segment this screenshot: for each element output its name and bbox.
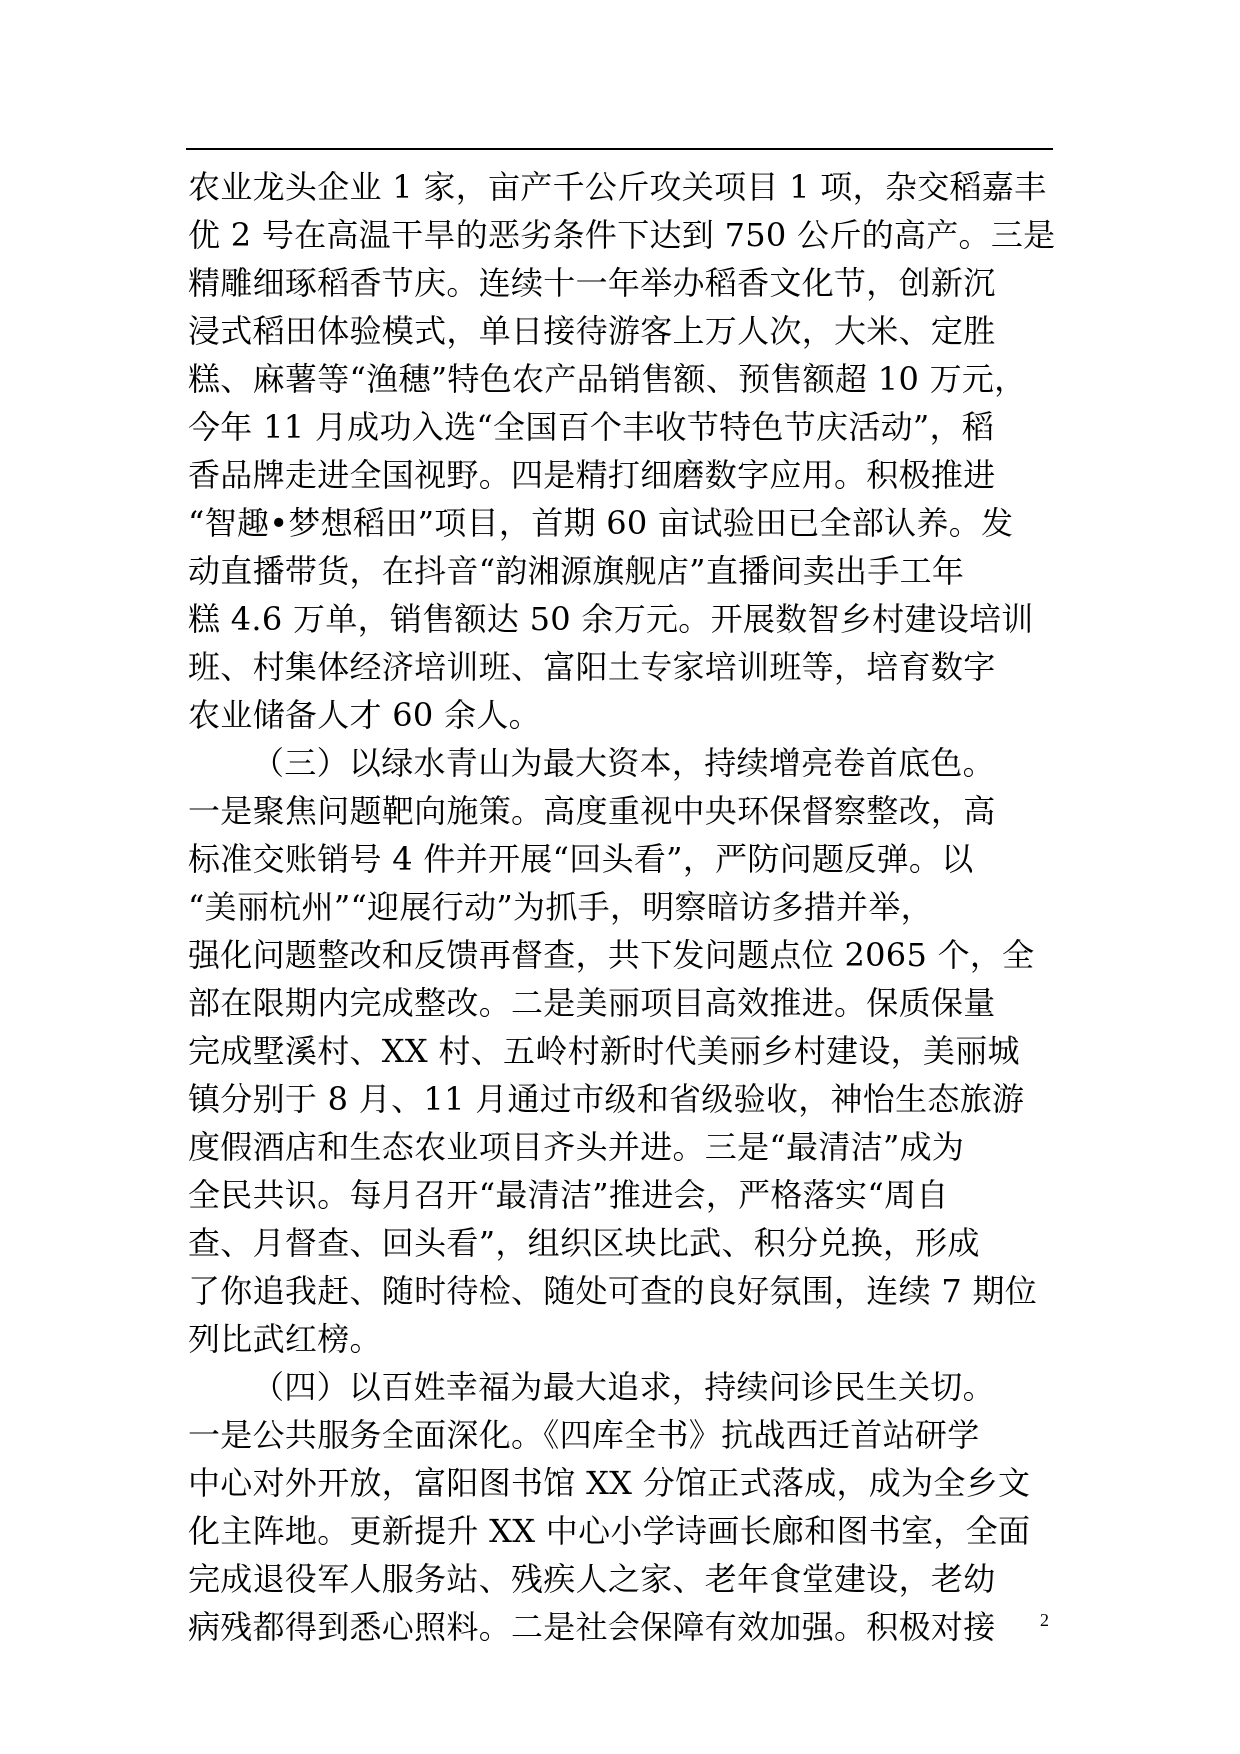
text-line: 完成退役军人服务站、残疾人之家、老年食堂建设，老幼 (188, 1560, 996, 1598)
text-line: “智趣•梦想稻田”项目，首期 60 亩试验田已全部认养。发 (188, 504, 1014, 542)
page-number: 2 (1040, 1610, 1049, 1630)
text-line: 列比武红榜。 (188, 1320, 382, 1358)
text-line: “美丽杭州”“迎展行动”为抓手，明察暗访多措并举， (188, 888, 933, 926)
text-line: 全民共识。每月召开“最清洁”推进会，严格落实“周自 (188, 1176, 949, 1214)
page-body (188, 163, 1064, 1651)
text-line: 标准交账销号 4 件并开展“回头看”，严防问题反弹。以 (188, 840, 974, 878)
text-line: （三）以绿水青山为最大资本，持续增亮卷首底色。 (252, 744, 995, 782)
text-line: 中心对外开放，富阳图书馆 XX 分馆正式落成，成为全乡文 (188, 1464, 1031, 1502)
text-line: 度假酒店和生态农业项目齐头并进。三是“最清洁”成为 (188, 1128, 965, 1166)
text-line: 香品牌走进全国视野。四是精打细磨数字应用。积极推进 (188, 456, 996, 494)
text-line: 农业龙头企业 1 家，亩产千公斤攻关项目 1 项，杂交稻嘉丰 (188, 168, 1047, 206)
header-rule (186, 148, 1053, 150)
text-line: 查、月督查、回头看”，组织区块比武、积分兑换，形成 (188, 1224, 980, 1262)
text-line: 一是聚焦问题靶向施策。高度重视中央环保督察整改，高 (188, 792, 996, 830)
text-line: 农业储备人才 60 余人。 (188, 696, 541, 734)
text-line: 糕 4.6 万单，销售额达 50 余万元。开展数智乡村建设培训 (188, 600, 1034, 638)
text-line: 病残都得到悉心照料。二是社会保障有效加强。积极对接 (188, 1608, 996, 1646)
text-line: （四）以百姓幸福为最大追求，持续问诊民生关切。 (252, 1368, 995, 1406)
text-line: 优 2 号在高温干旱的恶劣条件下达到 750 公斤的高产。三是 (188, 216, 1056, 254)
text-line: 班、村集体经济培训班、富阳土专家培训班等，培育数字 (188, 648, 996, 686)
text-line: 今年 11 月成功入选“全国百个丰收节特色节庆活动”，稻 (188, 408, 995, 446)
text-line: 浸式稻田体验模式，单日接待游客上万人次，大米、定胜 (188, 312, 996, 350)
text-line: 强化问题整改和反馈再督查，共下发问题点位 2065 个，全 (188, 936, 1035, 974)
text-line: 精雕细琢稻香节庆。连续十一年举办稻香文化节，创新沉 (188, 264, 996, 302)
text-line: 了你追我赶、随时待检、随处可查的良好氛围，连续 7 期位 (188, 1272, 1038, 1310)
text-line: 镇分别于 8 月、11 月通过市级和省级验收，神怡生态旅游 (188, 1080, 1025, 1118)
text-line: 糕、麻薯等“渔穗”特色农产品销售额、预售额超 10 万元， (188, 360, 1027, 398)
text-line: 动直播带货，在抖音“韵湘源旗舰店”直播间卖出手工年 (188, 552, 965, 590)
text-line: 一是公共服务全面深化。《四库全书》抗战西迁首站研学 (188, 1416, 980, 1454)
text-line: 化主阵地。更新提升 XX 中心小学诗画长廊和图书室，全面 (188, 1512, 1031, 1550)
text-line: 完成墅溪村、XX 村、五岭村新时代美丽乡村建设，美丽城 (188, 1032, 1020, 1070)
text-line: 部在限期内完成整改。二是美丽项目高效推进。保质保量 (188, 984, 996, 1022)
